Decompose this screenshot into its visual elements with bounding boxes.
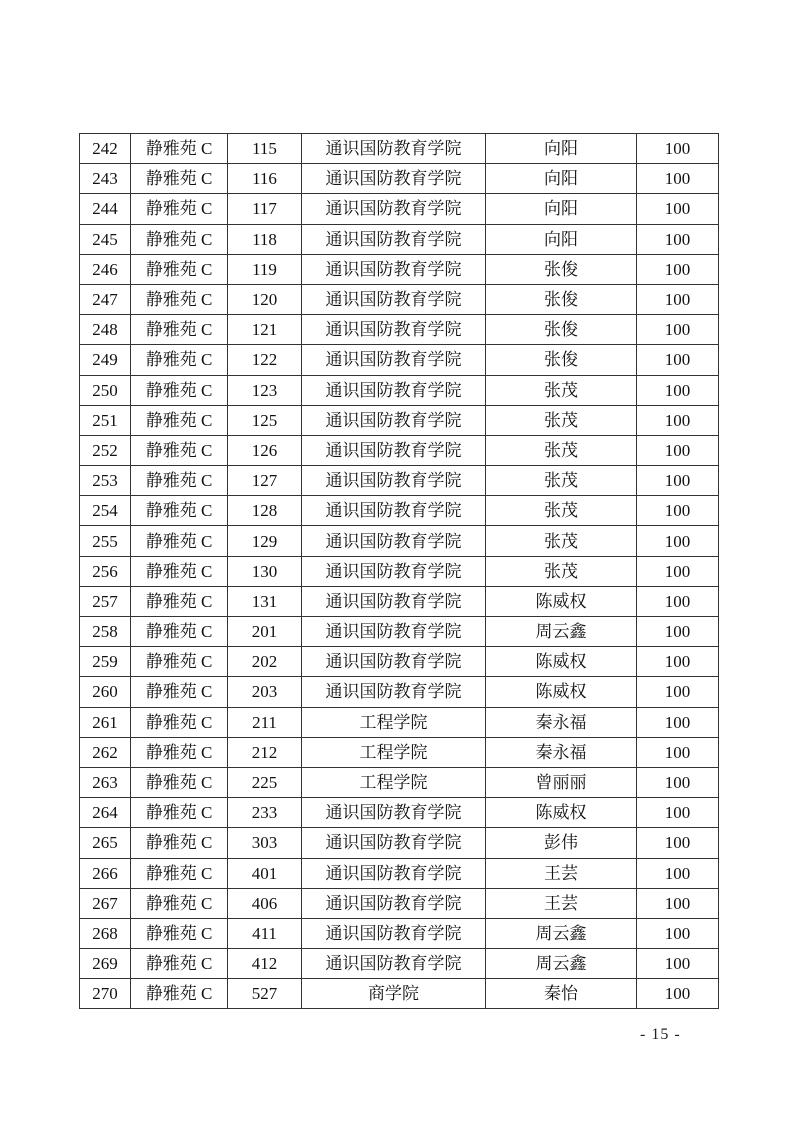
cell-score: 100 [637, 134, 719, 164]
table-row [80, 134, 719, 164]
table-row [80, 164, 719, 194]
cell-building: 静雅苑 C [131, 194, 228, 224]
cell-score: 100 [637, 617, 719, 647]
cell-room: 211 [228, 707, 302, 737]
cell-college: 通识国防教育学院 [302, 284, 486, 314]
cell-room: 119 [228, 254, 302, 284]
cell-person: 张茂 [486, 556, 637, 586]
cell-building: 静雅苑 C [131, 677, 228, 707]
table-row [80, 888, 719, 918]
cell-no: 262 [80, 737, 131, 767]
cell-college: 通识国防教育学院 [302, 647, 486, 677]
cell-person: 向阳 [486, 134, 637, 164]
cell-person: 王芸 [486, 858, 637, 888]
cell-score: 100 [637, 888, 719, 918]
cell-college: 工程学院 [302, 707, 486, 737]
cell-building: 静雅苑 C [131, 858, 228, 888]
cell-building: 静雅苑 C [131, 647, 228, 677]
cell-room: 117 [228, 194, 302, 224]
cell-building: 静雅苑 C [131, 405, 228, 435]
cell-person: 向阳 [486, 224, 637, 254]
cell-building: 静雅苑 C [131, 767, 228, 797]
cell-room: 126 [228, 435, 302, 465]
cell-building: 静雅苑 C [131, 526, 228, 556]
cell-room: 118 [228, 224, 302, 254]
cell-score: 100 [637, 254, 719, 284]
table-row [80, 405, 719, 435]
cell-college: 工程学院 [302, 767, 486, 797]
cell-building: 静雅苑 C [131, 496, 228, 526]
cell-room: 527 [228, 979, 302, 1009]
cell-person: 张俊 [486, 284, 637, 314]
cell-building: 静雅苑 C [131, 345, 228, 375]
cell-score: 100 [637, 586, 719, 616]
cell-no: 254 [80, 496, 131, 526]
cell-college: 通识国防教育学院 [302, 586, 486, 616]
table-row [80, 284, 719, 314]
cell-no: 270 [80, 979, 131, 1009]
cell-no: 265 [80, 828, 131, 858]
cell-college: 通识国防教育学院 [302, 254, 486, 284]
cell-college: 通识国防教育学院 [302, 466, 486, 496]
cell-no: 269 [80, 949, 131, 979]
cell-person: 向阳 [486, 194, 637, 224]
table-row [80, 375, 719, 405]
cell-score: 100 [637, 526, 719, 556]
cell-college: 通识国防教育学院 [302, 435, 486, 465]
cell-person: 陈威权 [486, 586, 637, 616]
cell-score: 100 [637, 466, 719, 496]
table-row [80, 707, 719, 737]
cell-score: 100 [637, 435, 719, 465]
cell-college: 通识国防教育学院 [302, 526, 486, 556]
cell-no: 256 [80, 556, 131, 586]
cell-building: 静雅苑 C [131, 828, 228, 858]
cell-room: 203 [228, 677, 302, 707]
cell-building: 静雅苑 C [131, 707, 228, 737]
cell-college: 商学院 [302, 979, 486, 1009]
table-row [80, 979, 719, 1009]
cell-person: 王芸 [486, 888, 637, 918]
cell-person: 张俊 [486, 254, 637, 284]
cell-college: 通识国防教育学院 [302, 617, 486, 647]
cell-room: 131 [228, 586, 302, 616]
cell-score: 100 [637, 798, 719, 828]
cell-score: 100 [637, 224, 719, 254]
cell-score: 100 [637, 737, 719, 767]
cell-no: 258 [80, 617, 131, 647]
cell-score: 100 [637, 284, 719, 314]
cell-room: 412 [228, 949, 302, 979]
table-row [80, 526, 719, 556]
cell-room: 120 [228, 284, 302, 314]
cell-person: 张茂 [486, 405, 637, 435]
cell-person: 向阳 [486, 164, 637, 194]
cell-college: 通识国防教育学院 [302, 828, 486, 858]
cell-no: 261 [80, 707, 131, 737]
table-row [80, 858, 719, 888]
cell-room: 212 [228, 737, 302, 767]
cell-college: 工程学院 [302, 737, 486, 767]
cell-college: 通识国防教育学院 [302, 405, 486, 435]
cell-person: 张茂 [486, 496, 637, 526]
cell-no: 251 [80, 405, 131, 435]
cell-college: 通识国防教育学院 [302, 164, 486, 194]
table-row [80, 496, 719, 526]
table-row [80, 345, 719, 375]
cell-room: 406 [228, 888, 302, 918]
cell-building: 静雅苑 C [131, 466, 228, 496]
cell-score: 100 [637, 556, 719, 586]
cell-no: 253 [80, 466, 131, 496]
cell-no: 252 [80, 435, 131, 465]
cell-room: 122 [228, 345, 302, 375]
cell-person: 周云鑫 [486, 617, 637, 647]
cell-person: 张茂 [486, 375, 637, 405]
table-row [80, 435, 719, 465]
cell-person: 张俊 [486, 345, 637, 375]
cell-score: 100 [637, 194, 719, 224]
table-row [80, 918, 719, 948]
cell-building: 静雅苑 C [131, 556, 228, 586]
cell-college: 通识国防教育学院 [302, 375, 486, 405]
cell-score: 100 [637, 828, 719, 858]
cell-building: 静雅苑 C [131, 435, 228, 465]
table-row [80, 194, 719, 224]
cell-person: 彭伟 [486, 828, 637, 858]
cell-building: 静雅苑 C [131, 737, 228, 767]
cell-building: 静雅苑 C [131, 375, 228, 405]
cell-no: 259 [80, 647, 131, 677]
cell-person: 周云鑫 [486, 949, 637, 979]
cell-person: 张俊 [486, 315, 637, 345]
cell-college: 通识国防教育学院 [302, 496, 486, 526]
cell-score: 100 [637, 496, 719, 526]
cell-no: 243 [80, 164, 131, 194]
cell-building: 静雅苑 C [131, 918, 228, 948]
cell-college: 通识国防教育学院 [302, 798, 486, 828]
cell-no: 250 [80, 375, 131, 405]
cell-building: 静雅苑 C [131, 224, 228, 254]
cell-room: 127 [228, 466, 302, 496]
cell-college: 通识国防教育学院 [302, 194, 486, 224]
cell-person: 陈威权 [486, 798, 637, 828]
cell-room: 129 [228, 526, 302, 556]
cell-college: 通识国防教育学院 [302, 345, 486, 375]
cell-room: 202 [228, 647, 302, 677]
cell-room: 121 [228, 315, 302, 345]
table-row [80, 798, 719, 828]
cell-building: 静雅苑 C [131, 254, 228, 284]
table-row [80, 315, 719, 345]
cell-no: 268 [80, 918, 131, 948]
cell-no: 244 [80, 194, 131, 224]
cell-building: 静雅苑 C [131, 586, 228, 616]
table-row [80, 949, 719, 979]
cell-building: 静雅苑 C [131, 164, 228, 194]
cell-no: 249 [80, 345, 131, 375]
cell-score: 100 [637, 164, 719, 194]
cell-person: 秦永福 [486, 707, 637, 737]
table-row [80, 617, 719, 647]
cell-room: 303 [228, 828, 302, 858]
table-row [80, 556, 719, 586]
cell-no: 245 [80, 224, 131, 254]
cell-college: 通识国防教育学院 [302, 224, 486, 254]
cell-college: 通识国防教育学院 [302, 949, 486, 979]
cell-no: 247 [80, 284, 131, 314]
cell-score: 100 [637, 767, 719, 797]
cell-building: 静雅苑 C [131, 979, 228, 1009]
cell-room: 233 [228, 798, 302, 828]
cell-college: 通识国防教育学院 [302, 858, 486, 888]
cell-building: 静雅苑 C [131, 617, 228, 647]
table-row [80, 254, 719, 284]
cell-no: 257 [80, 586, 131, 616]
cell-person: 张茂 [486, 466, 637, 496]
cell-person: 张茂 [486, 526, 637, 556]
cell-college: 通识国防教育学院 [302, 677, 486, 707]
cell-person: 秦怡 [486, 979, 637, 1009]
cell-no: 264 [80, 798, 131, 828]
cell-building: 静雅苑 C [131, 888, 228, 918]
cell-no: 266 [80, 858, 131, 888]
table-row [80, 677, 719, 707]
cell-college: 通识国防教育学院 [302, 134, 486, 164]
table-row [80, 647, 719, 677]
cell-score: 100 [637, 345, 719, 375]
cell-room: 130 [228, 556, 302, 586]
cell-room: 401 [228, 858, 302, 888]
cell-no: 260 [80, 677, 131, 707]
cell-score: 100 [637, 918, 719, 948]
cell-score: 100 [637, 858, 719, 888]
cell-score: 100 [637, 315, 719, 345]
cell-room: 225 [228, 767, 302, 797]
cell-building: 静雅苑 C [131, 798, 228, 828]
cell-room: 125 [228, 405, 302, 435]
table-row [80, 828, 719, 858]
table-row [80, 586, 719, 616]
cell-college: 通识国防教育学院 [302, 315, 486, 345]
cell-score: 100 [637, 707, 719, 737]
cell-no: 267 [80, 888, 131, 918]
cell-person: 陈威权 [486, 647, 637, 677]
cell-college: 通识国防教育学院 [302, 556, 486, 586]
cell-score: 100 [637, 375, 719, 405]
table-body [80, 134, 719, 1009]
cell-person: 陈威权 [486, 677, 637, 707]
cell-room: 201 [228, 617, 302, 647]
cell-room: 115 [228, 134, 302, 164]
cell-room: 128 [228, 496, 302, 526]
cell-college: 通识国防教育学院 [302, 918, 486, 948]
cell-score: 100 [637, 405, 719, 435]
cell-person: 张茂 [486, 435, 637, 465]
cell-no: 246 [80, 254, 131, 284]
page-number: - 15 - [640, 1026, 681, 1043]
cell-building: 静雅苑 C [131, 949, 228, 979]
cell-building: 静雅苑 C [131, 284, 228, 314]
cell-score: 100 [637, 949, 719, 979]
cell-no: 255 [80, 526, 131, 556]
cell-building: 静雅苑 C [131, 315, 228, 345]
cell-no: 248 [80, 315, 131, 345]
cell-no: 263 [80, 767, 131, 797]
cell-college: 通识国防教育学院 [302, 888, 486, 918]
cell-room: 116 [228, 164, 302, 194]
dormitory-score-table [79, 133, 719, 1009]
table-row [80, 737, 719, 767]
cell-no: 242 [80, 134, 131, 164]
cell-score: 100 [637, 677, 719, 707]
cell-room: 411 [228, 918, 302, 948]
cell-score: 100 [637, 647, 719, 677]
cell-person: 曾丽丽 [486, 767, 637, 797]
table-row [80, 767, 719, 797]
cell-person: 周云鑫 [486, 918, 637, 948]
cell-building: 静雅苑 C [131, 134, 228, 164]
cell-score: 100 [637, 979, 719, 1009]
cell-room: 123 [228, 375, 302, 405]
table-row [80, 466, 719, 496]
cell-person: 秦永福 [486, 737, 637, 767]
table-row [80, 224, 719, 254]
